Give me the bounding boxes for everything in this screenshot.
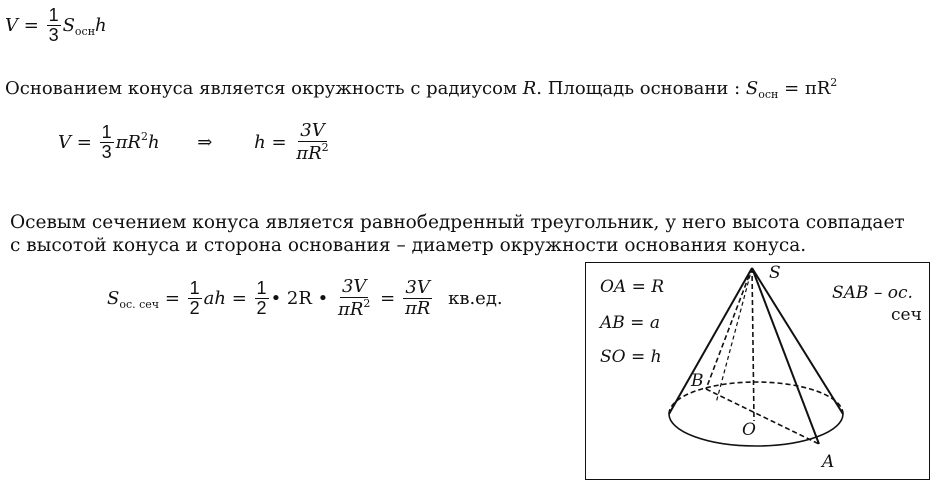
fraction-three-v-over-pi-r2 (294, 122, 330, 164)
fraction-three-v-over-pi-r (403, 279, 432, 319)
center-label-o: O (742, 420, 756, 440)
fraction-numerator-3: 3V (300, 120, 325, 141)
section-area-symbol: S (107, 287, 120, 309)
equals-sign: = (23, 14, 39, 36)
fraction-denominator: 3 (48, 24, 59, 45)
fraction-denominator-3 (294, 142, 330, 164)
fraction-one-half (188, 279, 202, 319)
section-area-subscript: ос. сеч (119, 297, 160, 311)
fraction-denominator-6 (336, 298, 372, 320)
square-exponent-4: 2 (363, 296, 371, 310)
oa-equals-r: OA = R (600, 277, 665, 297)
base-area-symbol: S (62, 14, 75, 36)
fraction-one-third-2 (100, 123, 114, 163)
equals-sign-5: = (231, 287, 247, 309)
square-exponent-2: 2 (140, 129, 148, 143)
volume-symbol-2: V (58, 131, 71, 153)
base-text: Основанием конуса является окружность с радиусом (5, 78, 517, 99)
ab-equals-a: AB = a (600, 313, 660, 333)
height-so (752, 268, 754, 421)
point-label-a: A (822, 452, 835, 472)
fraction-one-half-2 (255, 279, 269, 319)
apex-label-s: S (769, 263, 781, 283)
equals-sign-2: = (76, 131, 92, 153)
fraction-three-v-over-pi-r2-2 (336, 278, 372, 320)
fraction-numerator-2: 1 (101, 122, 112, 142)
axial-section-line-1: Осевым сечением конуса является равнобедренный треугольник, у него высота совпадает (10, 212, 905, 233)
edge-sb (706, 268, 752, 389)
formula-volume-base (5, 6, 107, 46)
fraction-numerator-7: 3V (405, 277, 430, 298)
base-description (5, 76, 837, 101)
height-symbol-2: h (147, 131, 160, 153)
so-equals-h: SO = h (600, 347, 662, 367)
pi-r-2: πR (296, 142, 322, 164)
volume-symbol: V (5, 14, 18, 36)
fraction-numerator-4: 1 (189, 278, 200, 298)
base-area-subscript: осн (74, 24, 96, 38)
unit-label: кв.ед. (448, 287, 503, 309)
cone-figure-box (585, 262, 930, 480)
two-r-product: • 2R • (270, 287, 329, 309)
edge-sa (752, 268, 819, 444)
formula-section-area (107, 278, 503, 320)
fraction-denominator-4: 2 (189, 297, 200, 318)
implies-arrow: ⇒ (197, 131, 213, 153)
fraction-numerator-6: 3V (341, 276, 367, 297)
fraction-one-third (47, 6, 61, 46)
base-area-text: . Площадь основани : (536, 78, 741, 99)
point-label-b: B (691, 371, 704, 391)
fraction-numerator: 1 (48, 5, 59, 25)
fraction-denominator-5: 2 (256, 297, 267, 318)
generator-left (669, 268, 752, 414)
equals-sign-4: = (164, 287, 180, 309)
square-exponent: 2 (830, 76, 838, 89)
equals-sign-3: = (271, 131, 287, 153)
fraction-denominator-7: πR (404, 297, 431, 319)
equals-sign-6: = (380, 287, 396, 309)
pi-r-3: πR (337, 298, 364, 320)
fraction-denominator-2: 3 (101, 141, 112, 162)
base-area-subscript-2: осн (758, 88, 779, 101)
a-h-product: ah (203, 287, 226, 309)
fraction-numerator-5: 1 (256, 278, 267, 298)
pi-r-squared: = πR (784, 78, 831, 99)
axial-section-line-2: с высотой конуса и сторона основания – диаметр окружности основания конуса. (10, 235, 807, 256)
radius-symbol: R (522, 78, 537, 99)
height-symbol: h (95, 14, 107, 36)
pi-r: πR (115, 131, 141, 153)
sab-label-1: SAB – ос. (832, 283, 913, 303)
square-exponent-3: 2 (321, 140, 329, 154)
base-area-symbol-2: S (745, 78, 759, 99)
height-symbol-3: h (254, 131, 266, 153)
formula-volume-height (58, 122, 333, 164)
generator-right (752, 268, 843, 414)
sab-label-2: сеч (891, 305, 922, 325)
